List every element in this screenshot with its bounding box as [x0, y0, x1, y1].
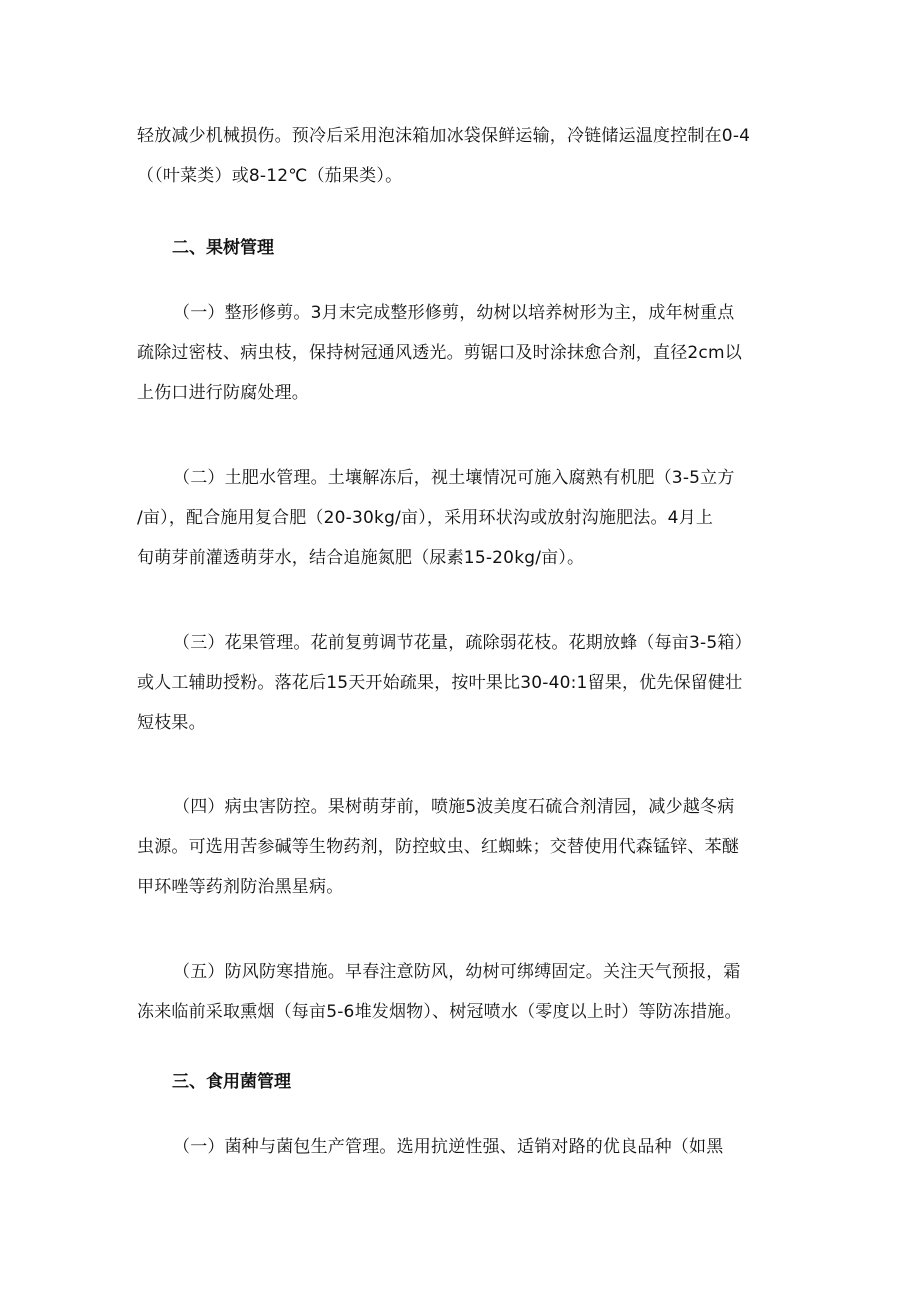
paragraph-soil-fertilizer-water [137, 458, 797, 578]
paragraph-spawn [137, 1127, 797, 1167]
text-line: （一）菌种与菌包生产管理。选用抗逆性强、适销对路的优良品种（如黑 [173, 1137, 724, 1157]
text-line: 短枝果。 [137, 713, 206, 733]
text-line: （三）花果管理。花前复剪调节花量，疏除弱花枝。花期放蜂（每亩3-5箱） [173, 633, 752, 653]
text-line: 冻来临前采取熏烟（每亩5-6堆发烟物）、树冠喷水（零度以上时）等防冻措施。 [137, 1002, 742, 1022]
text-line: 上伤口进行防腐处理。 [137, 383, 309, 403]
text-line: 或人工辅助授粉。落花后15天开始疏果，按叶果比30-40:1留果，优先保留健壮 [137, 673, 743, 693]
paragraph-wind-frost [137, 952, 797, 1032]
paragraph-flower-fruit [137, 623, 797, 743]
text-line: （一）整形修剪。3月末完成整形修剪，幼树以培养树形为主，成年树重点 [173, 303, 735, 323]
text-line: 轻放减少机械损伤。预冷后采用泡沫箱加冰袋保鲜运输，冷链储运温度控制在0-4 [137, 126, 751, 146]
paragraph-cold-chain [137, 116, 797, 196]
text-line: 甲环唑等药剂防治黑星病。 [137, 877, 344, 897]
text-line: 旬萌芽前灌透萌芽水，结合追施氮肥（尿素15-20kg/亩）。 [137, 548, 585, 568]
section-heading-fruit-trees: 二、果树管理 [172, 238, 274, 258]
text-line: （（叶菜类）或8-12℃（茄果类）。 [137, 166, 403, 186]
text-line: （四）病虫害防控。果树萌芽前，喷施5波美度石硫合剂清园，减少越冬病 [173, 797, 735, 817]
text-line: 疏除过密枝、病虫枝，保持树冠通风透光。剪锯口及时涂抹愈合剂，直径2cm以 [137, 343, 742, 363]
text-line: （五）防风防寒措施。早春注意防风，幼树可绑缚固定。关注天气预报，霜 [173, 962, 741, 982]
paragraph-pruning [137, 293, 797, 413]
section-heading-fungi: 三、食用菌管理 [172, 1072, 291, 1092]
paragraph-pest-control [137, 787, 797, 907]
text-line: 虫源。可选用苦参碱等生物药剂，防控蚊虫、红蜘蛛；交替使用代森锰锌、苯醚 [137, 837, 739, 857]
text-line: （二）土肥水管理。土壤解冻后，视土壤情况可施入腐熟有机肥（3-5立方 [173, 468, 735, 488]
text-line: /亩），配合施用复合肥（20-30kg/亩），采用环状沟或放射沟施肥法。4月上 [137, 508, 714, 528]
